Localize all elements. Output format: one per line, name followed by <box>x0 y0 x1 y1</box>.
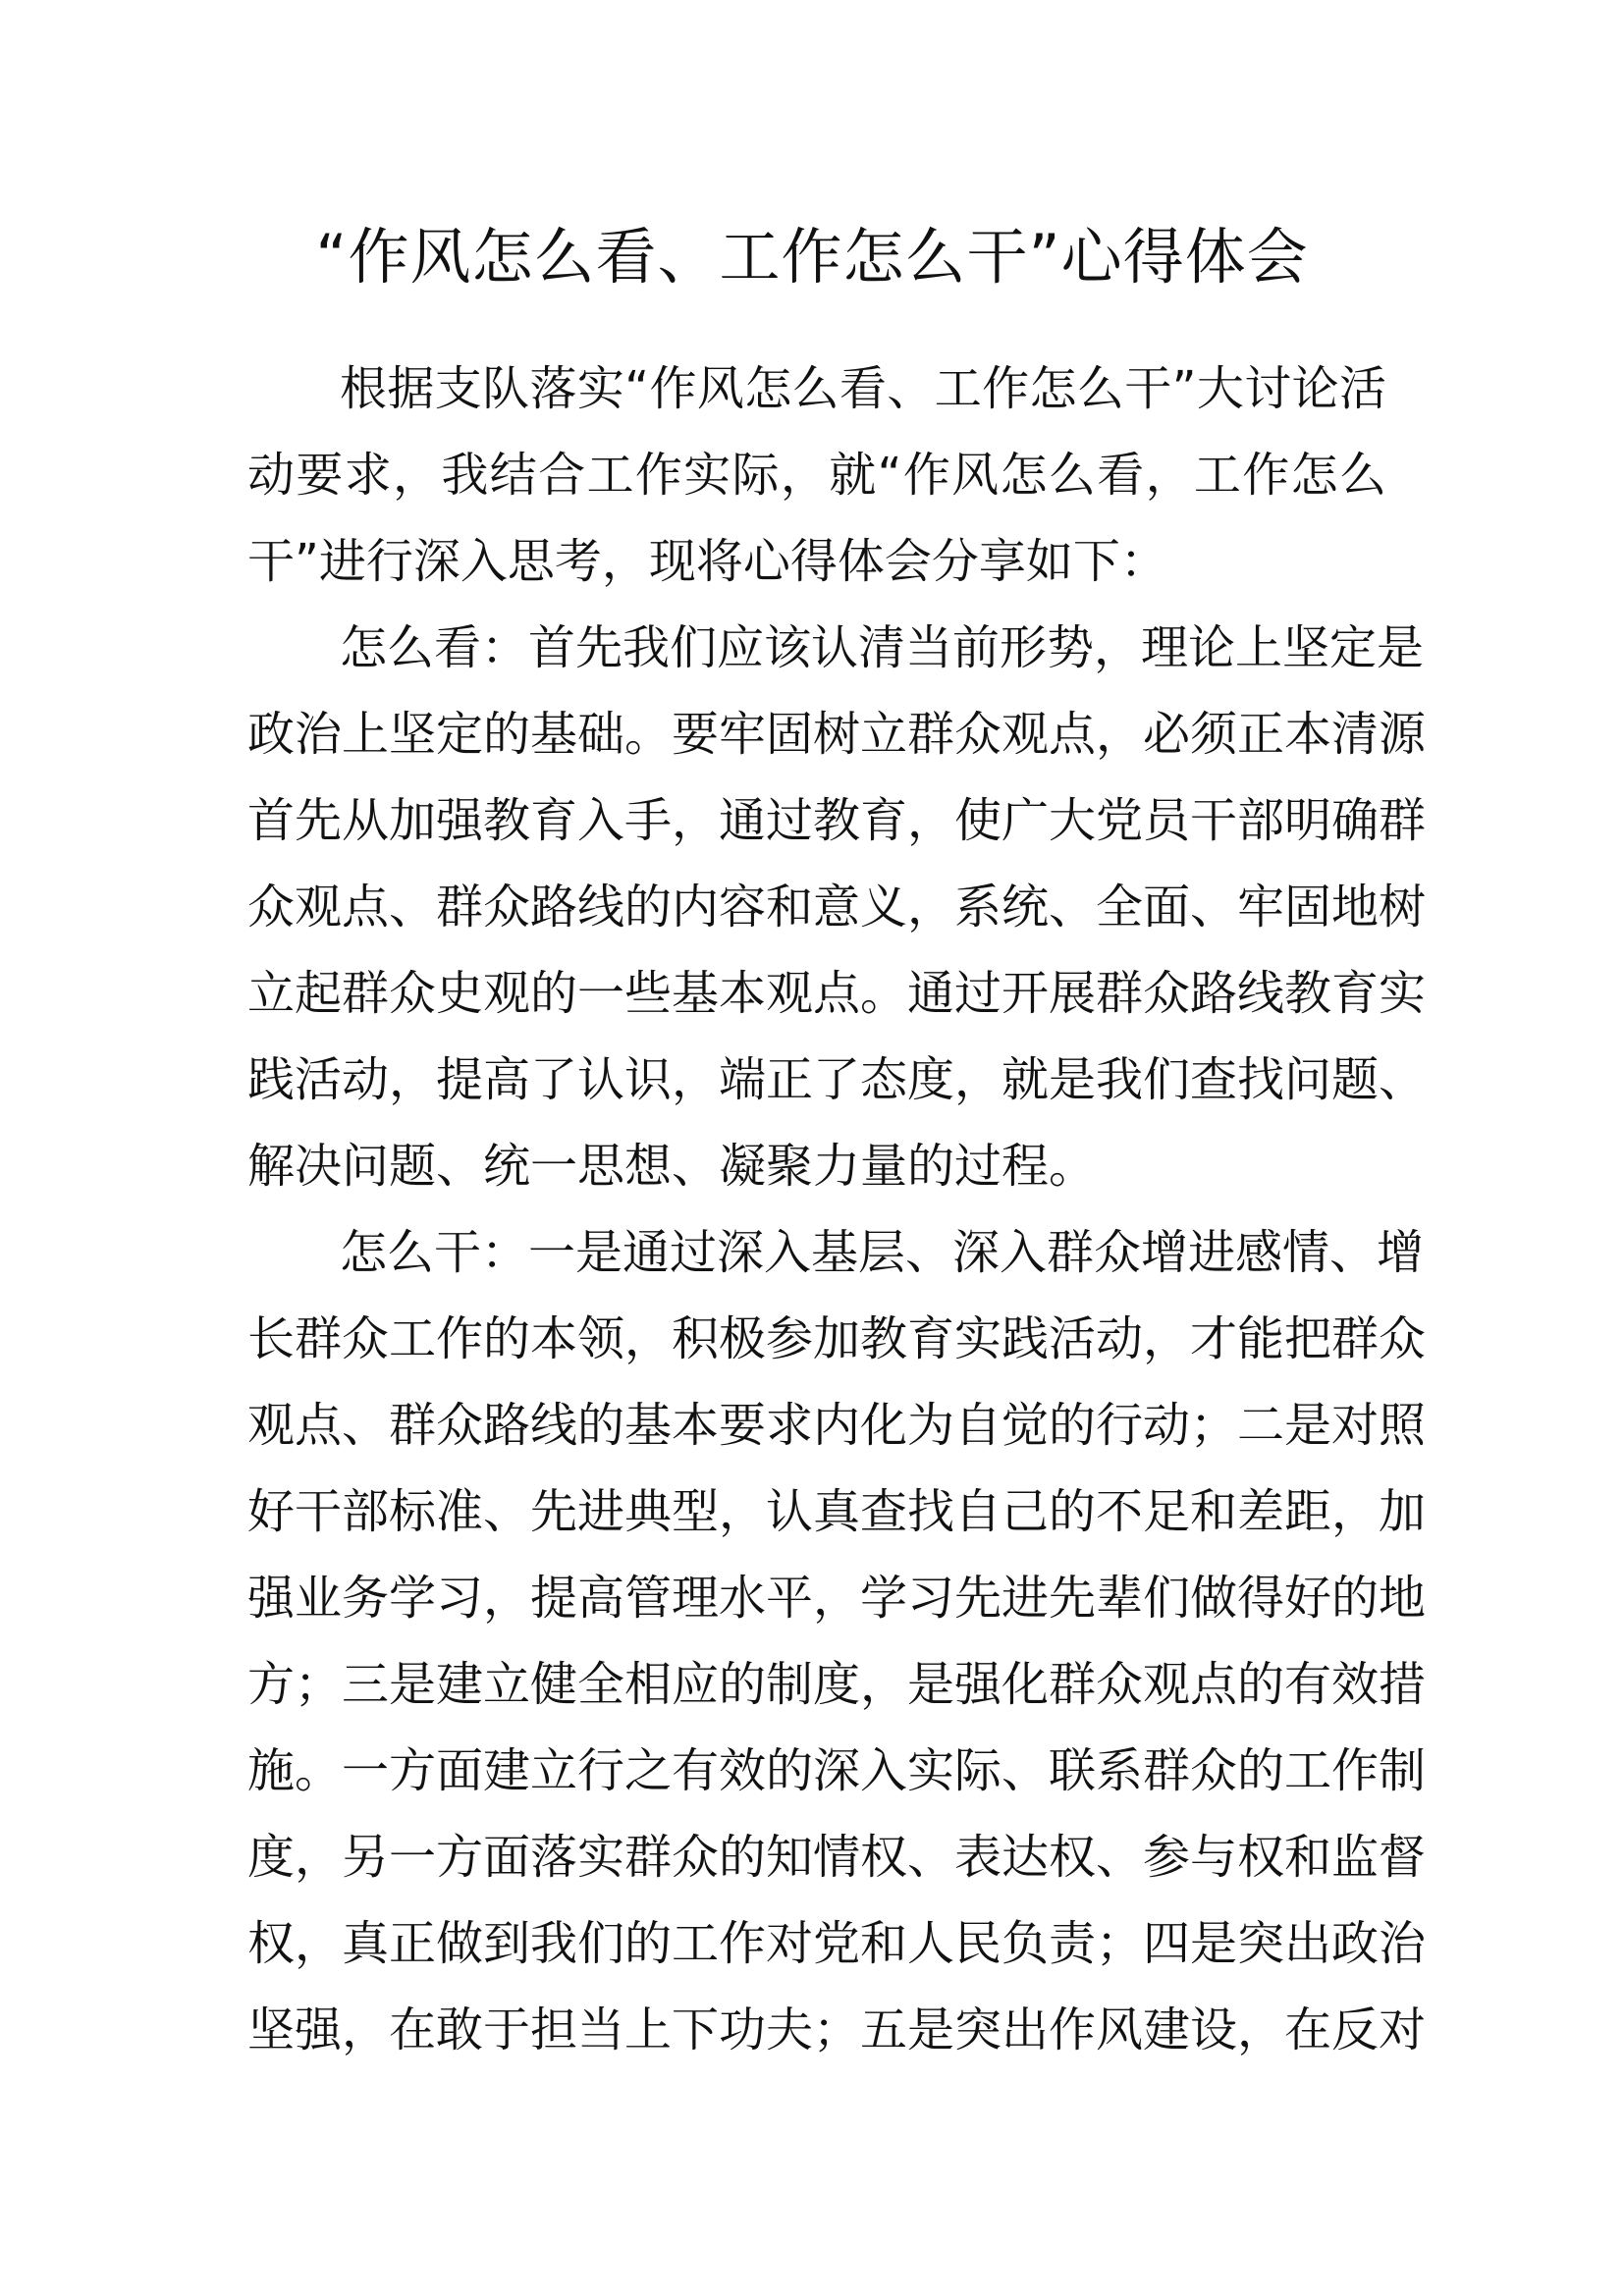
paragraph-line: 怎么看：首先我们应该认清当前形势，理论上坚定是 <box>340 620 1425 675</box>
paragraph-line: 众观点、群众路线的内容和意义，系统、全面、牢固地树 <box>247 880 1427 934</box>
paragraph-how-to-see <box>247 605 1427 1209</box>
paragraph-line: 观点、群众路线的基本要求内化为自觉的行动；二是对照 <box>247 1398 1427 1453</box>
paragraph-line: 动要求，我结合工作实际，就“作风怎么看，工作怎么 <box>247 448 1386 503</box>
paragraph-line: 政治上坚定的基础。要牢固树立群众观点，必须正本清源 <box>247 707 1427 762</box>
paragraph-line: 坚强，在敢于担当上下功夫；五是突出作风建设，在反对 <box>247 2002 1427 2057</box>
paragraph-line: 方；三是建立健全相应的制度，是强化群众观点的有效措 <box>247 1657 1427 1712</box>
paragraph-line: 怎么干：一是通过深入基层、深入群众增进感情、增 <box>340 1225 1425 1280</box>
paragraph-line: 权，真正做到我们的工作对党和人民负责；四是突出政治 <box>247 1916 1427 1971</box>
paragraph-line: 首先从加强教育入手，通过教育，使广大党员干部明确群 <box>247 793 1427 848</box>
page-title: “作风怎么看、工作怎么干”心得体会 <box>315 221 1309 293</box>
paragraph-line: 立起群众史观的一些基本观点。通过开展群众路线教育实 <box>247 966 1427 1021</box>
paragraph-line: 长群众工作的本领，积极参加教育实践活动，才能把群众 <box>247 1311 1427 1366</box>
paragraph-line: 好干部标准、先进典型，认真查找自己的不足和差距，加 <box>247 1484 1427 1539</box>
paragraph-line: 强业务学习，提高管理水平，学习先进先辈们做得好的地 <box>247 1571 1427 1626</box>
paragraph-line: 根据支队落实“作风怎么看、工作怎么干”大讨论活 <box>340 361 1386 416</box>
paragraph-intro <box>247 346 1386 605</box>
paragraph-line: 度，另一方面落实群众的知情权、表达权、参与权和监督 <box>247 1830 1427 1885</box>
paragraph-line: 解决问题、统一思想、凝聚力量的过程。 <box>247 1139 1097 1194</box>
paragraph-how-to-do <box>247 1209 1427 2073</box>
paragraph-line: 施。一方面建立行之有效的深入实际、联系群众的工作制 <box>247 1743 1427 1798</box>
paragraph-line: 干”进行深入思考，现将心得体会分享如下： <box>247 534 1167 589</box>
paragraph-line: 践活动，提高了认识，端正了态度，就是我们查找问题、 <box>247 1052 1427 1107</box>
